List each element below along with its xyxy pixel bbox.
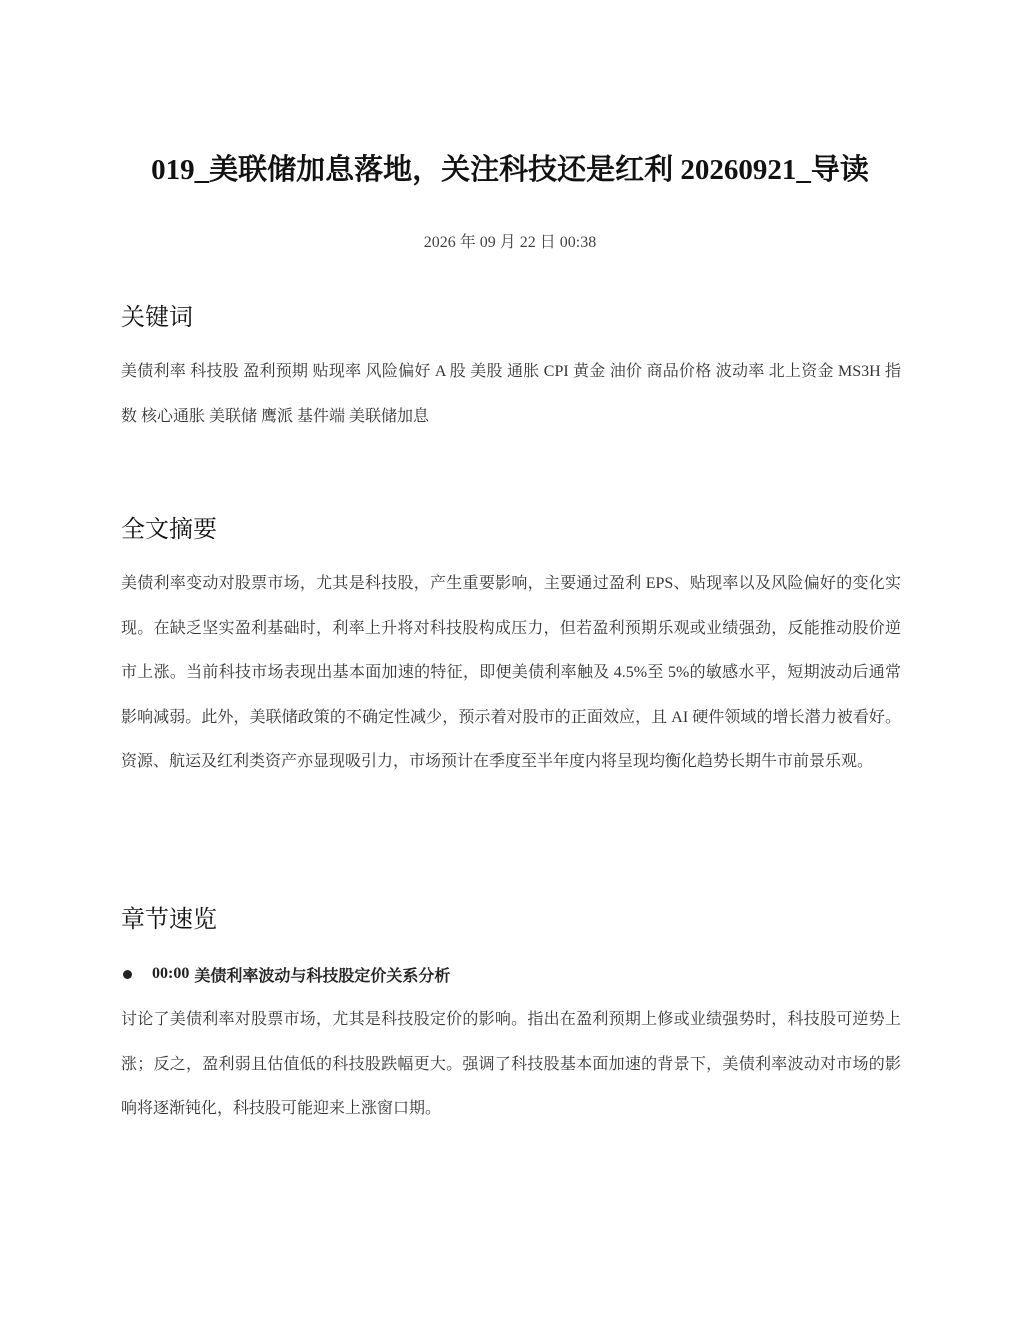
keywords-heading: 关键词 [121, 305, 193, 331]
chapter-description: 讨论了美债利率对股票市场，尤其是科技股定价的影响。指出在盈利预期上修或业绩强势时，科技股可逆势上涨；反之，盈利弱且估值低的科技股跌幅更大。强调了科技股基本面加速的背景下，美债利率波动对市场的影响将逐渐钝化，科技股可能迎来上涨窗口期。 [121, 1011, 901, 1117]
chapter-timestamp: 00:00 [152, 965, 190, 982]
summary-text: 美债利率变动对股票市场，尤其是科技股，产生重要影响，主要通过盈利 EPS、贴现率以及风险偏好的变化实现。在缺乏坚实盈利基础时，利率上升将对科技股构成压力，但若盈利预期乐观或业绩强劲，反能推动股价逆市上涨。当前科技市场表现出基本面加速的特征，即便美债利率触及 4.5%至 5%的敏感水平，短期波动后通常影响减弱。此外，美联储政策的不确定性减少，预示着对股市的正面效应，且 AI 硬件领域的增长潜力被看好。资源、航运及红利类资产亦显现吸引力，市场预计在季度至半年度内将呈现均衡化趋势长期牛市前景乐观。 [121, 575, 901, 770]
page-title: 019_美联储加息落地，关注科技还是红利 20260921_导读 [151, 154, 869, 186]
keywords-text: 美债利率 科技股 盈利预期 贴现率 风险偏好 A 股 美股 通胀 CPI 黄金 油价 商品价格 波动率 北上资金 MS3H 指数 核心通胀 美联储 鹰派 基件端 美联储加息 [121, 363, 901, 425]
chapter-title: 美债利率波动与科技股定价关系分析 [194, 967, 451, 985]
chapters-heading: 章节速览 [121, 907, 217, 933]
chapter-item [121, 960, 450, 988]
publish-date: 2026 年 09 月 22 日 00:38 [423, 234, 597, 251]
summary-heading: 全文摘要 [121, 517, 217, 543]
bullet-icon [123, 970, 132, 979]
